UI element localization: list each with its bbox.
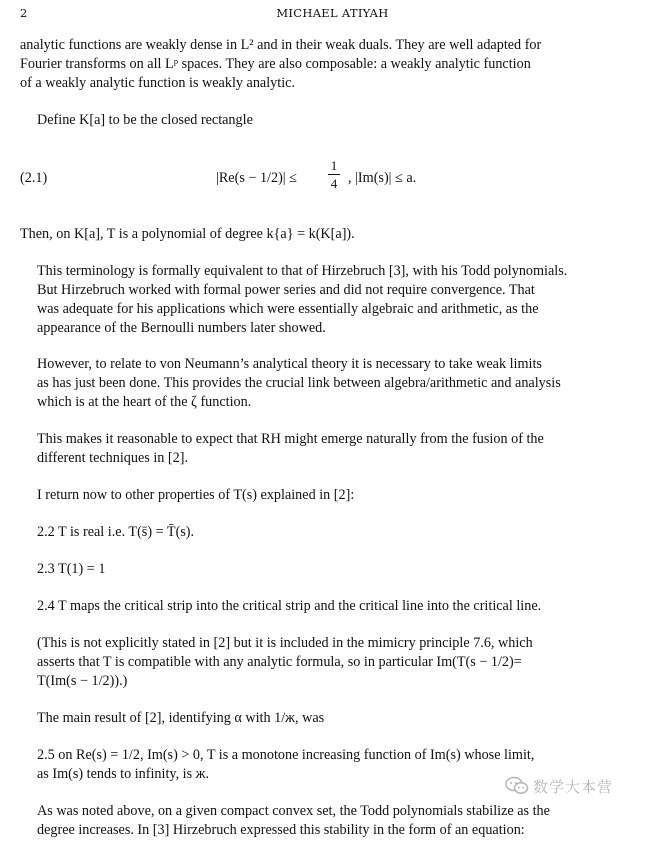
property-2-4	[20, 597, 645, 616]
text-line: 2.2 T is real i.e. T(s̄) = T̄(s).	[37, 524, 195, 540]
text-line: degree increases. In [3] Hirzebruch expressed this stability in the form of an equation:	[37, 822, 525, 838]
equation-2-1	[20, 158, 645, 198]
paragraph-properties-intro	[20, 486, 645, 505]
wechat-icon	[505, 776, 529, 796]
text-line: Then, on K[a], T is a polynomial of degree k{a} = k(K[a]).	[20, 226, 355, 242]
text-line: The main result of [2], identifying α with 1/ж, was	[37, 710, 325, 726]
watermark	[505, 770, 655, 804]
watermark-text: 数学大本营	[533, 778, 614, 796]
fraction	[328, 158, 340, 191]
fraction-denominator: 4	[330, 176, 338, 191]
text-line: I return now to other properties of T(s) explained in [2]:	[37, 487, 355, 503]
text-line: (This is not explicitly stated in [2] but it is included in the mimicry principle 7.6, which	[37, 635, 533, 651]
text-line: as Im(s) tends to infinity, is ж.	[37, 766, 210, 782]
text-line: of a weakly analytic function is weakly analytic.	[20, 75, 295, 91]
text-line: 2.3 T(1) = 1	[37, 561, 106, 577]
equation-number: (2.1)	[20, 170, 48, 186]
text-line: asserts that T is compatible with any analytic formula, so in particular Im(T(s − 1/2)=	[37, 654, 522, 670]
text-line: different techniques in [2].	[37, 450, 189, 466]
paragraph-rh	[20, 430, 645, 468]
text-line: appearance of the Bernoulli numbers later showed.	[37, 320, 326, 336]
text-line: As was noted above, on a given compact convex set, the Todd polynomials stabilize as the	[37, 803, 550, 819]
fraction-numerator: 1	[330, 158, 338, 173]
equation-left-side: |Re(s − 1/2)| ≤	[216, 170, 297, 186]
equation-body	[216, 158, 516, 198]
fraction-bar	[328, 174, 340, 175]
text-line: Fourier transforms on all Lᵖ spaces. They are also composable: a weakly analytic function	[20, 56, 531, 72]
text-line: was adequate for his applications which were essentially algebraic and arithmetic, as the	[37, 301, 539, 317]
running-head-author: MICHAEL ATIYAH	[276, 6, 389, 20]
page-number: 2	[20, 6, 28, 20]
paragraph-von-neumann	[20, 355, 645, 412]
paragraph-hirzebruch	[20, 262, 645, 338]
text-line: analytic functions are weakly dense in L² and in their weak duals. They are well adapted for	[20, 37, 542, 53]
paragraph-define-rectangle	[20, 111, 645, 130]
text-line: Define K[a] to be the closed rectangle	[37, 112, 253, 128]
property-2-3	[20, 560, 645, 579]
equation-right-side: , |Im(s)| ≤ a.	[348, 170, 417, 186]
paragraph-weak-analytic	[20, 36, 645, 93]
running-head	[20, 6, 645, 24]
paragraph-main-result	[20, 709, 645, 728]
text-line: This makes it reasonable to expect that RH might emerge naturally from the fusion of the	[37, 431, 544, 447]
property-2-2	[20, 523, 645, 542]
text-line: as has just been done. This provides the crucial link between algebra/arithmetic and analysis	[37, 375, 561, 391]
paragraph-todd-stability	[20, 802, 645, 840]
text-line: But Hirzebruch worked with formal power series and did not require convergence. That	[37, 282, 535, 298]
text-line: T(Im(s − 1/2)).)	[37, 673, 128, 689]
paragraph-degree	[20, 225, 645, 244]
text-line: However, to relate to von Neumann’s analytical theory it is necessary to take weak limits	[37, 356, 542, 372]
paragraph-mimicry	[20, 634, 645, 691]
text-line: which is at the heart of the ζ function.	[37, 394, 252, 410]
text-line: 2.4 T maps the critical strip into the critical strip and the critical line into the critical line.	[37, 598, 542, 614]
text-line: This terminology is formally equivalent to that of Hirzebruch [3], with his Todd polynomials.	[37, 263, 568, 279]
text-line: 2.5 on Re(s) = 1/2, Im(s) > 0, T is a monotone increasing function of Im(s) whose limit,	[37, 747, 535, 763]
